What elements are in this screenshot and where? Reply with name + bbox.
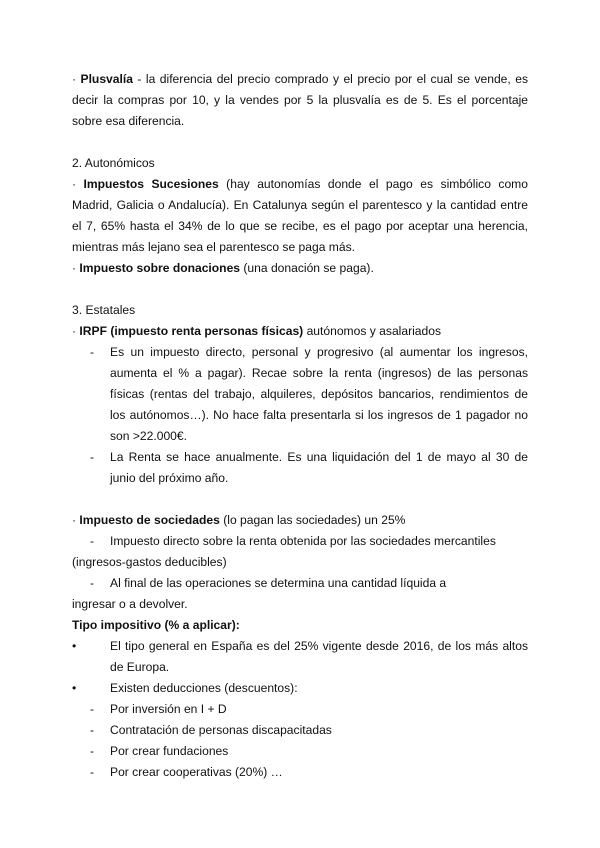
list-item (72, 342, 528, 447)
dash-mark: - (90, 744, 95, 758)
bullet-dot: · (72, 324, 77, 338)
plusvalia-paragraph (72, 69, 528, 132)
irpf-paragraph (72, 321, 528, 342)
list-item (72, 720, 528, 741)
list-item (72, 678, 528, 699)
list-item-text: La Renta se hace anualmente. Es una liquidación del 1 de mayo al 30 de junio del próximo año. (110, 450, 528, 485)
list-item-text: El tipo general en España es del 25% vigente desde 2016, de los más altos de Europa. (110, 639, 528, 674)
dash-mark: - (90, 765, 95, 779)
list-item-text: Contratación de personas discapacitadas (110, 723, 332, 737)
dash-mark: - (90, 723, 95, 737)
list-item (72, 741, 528, 762)
dash-mark: - (90, 702, 95, 716)
dash-mark: - (90, 534, 95, 548)
spacer (72, 132, 528, 153)
sucesiones-text: (hay autonomías donde el pago es simbólico como Madrid, Galicia o Andalucía). En Catalunya según el parentesco y la cantidad entre el 7, 65% hasta el 34% de lo que se recibe, es el pago por aceptar una herencia, mientras más lejano sea el parentesco se paga más. (72, 177, 528, 254)
list-item-text: Por crear fundaciones (110, 744, 229, 758)
list-item-text: Impuesto directo sobre la renta obtenida por las sociedades mercantiles (110, 534, 496, 548)
sociedades-paragraph (72, 510, 528, 531)
bullet-mark: • (72, 639, 77, 653)
bullet-dot: · (72, 177, 77, 191)
donaciones-text: (una donación se paga). (240, 261, 374, 275)
tipo-impositivo-heading: Tipo impositivo (% a aplicar): (72, 618, 240, 632)
plusvalia-text: - la diferencia del precio comprado y el precio por el cual se vende, es decir la compras por 10, y la vendes por 5 la plusvalía es de 5. Es el porcentaje sobre esa diferencia. (72, 72, 528, 128)
list-item-text: Existen deducciones (descuentos): (110, 681, 298, 695)
bullet-dot: · (72, 261, 77, 275)
list-item (72, 636, 528, 678)
irpf-term: IRPF (impuesto renta personas físicas) (79, 324, 304, 338)
dash-mark: - (90, 576, 95, 590)
list-item (72, 699, 528, 720)
list-item (72, 762, 528, 783)
dash-mark: - (90, 345, 95, 359)
list-item-continuation: ingresar o a devolver. (72, 597, 188, 611)
document-page (72, 69, 528, 783)
irpf-text: autónomos y asalariados (303, 324, 442, 338)
sucesiones-term: Impuestos Sucesiones (83, 177, 219, 191)
donaciones-paragraph (72, 258, 528, 279)
bullet-mark: • (72, 681, 77, 695)
list-item-text: Por crear cooperativas (20%) … (110, 765, 283, 779)
autonomicos-heading: 2. Autonómicos (72, 156, 155, 170)
sociedades-text: (lo pagan las sociedades) un 25% (219, 513, 406, 527)
list-item (72, 531, 528, 552)
spacer (72, 279, 528, 300)
plusvalia-term: Plusvalía (80, 72, 133, 86)
spacer (72, 489, 528, 510)
estatales-heading: 3. Estatales (72, 303, 136, 317)
list-item (72, 573, 528, 594)
list-item-text: Al final de las operaciones se determina una cantidad líquida a (110, 576, 447, 590)
sociedades-term: Impuesto de sociedades (79, 513, 220, 527)
list-item-text: Es un impuesto directo, personal y progresivo (al aumentar los ingresos, aumenta el % a pagar). Recae sobre la renta (ingresos) de las personas físicas (rentas del trabajo, alquileres, depósitos bancarios, rendimientos de los autónomos…). No hace falta presentarla si los ingresos de 1 pagador no son >22.000€. (110, 345, 528, 443)
sucesiones-paragraph (72, 174, 528, 258)
list-item-continuation: (ingresos-gastos deducibles) (72, 555, 227, 569)
bullet-dot: · (72, 72, 77, 86)
list-item (72, 447, 528, 489)
donaciones-term: Impuesto sobre donaciones (79, 261, 241, 275)
list-item-text: Por inversión en I + D (110, 702, 227, 716)
dash-mark: - (90, 450, 95, 464)
bullet-dot: · (72, 513, 77, 527)
